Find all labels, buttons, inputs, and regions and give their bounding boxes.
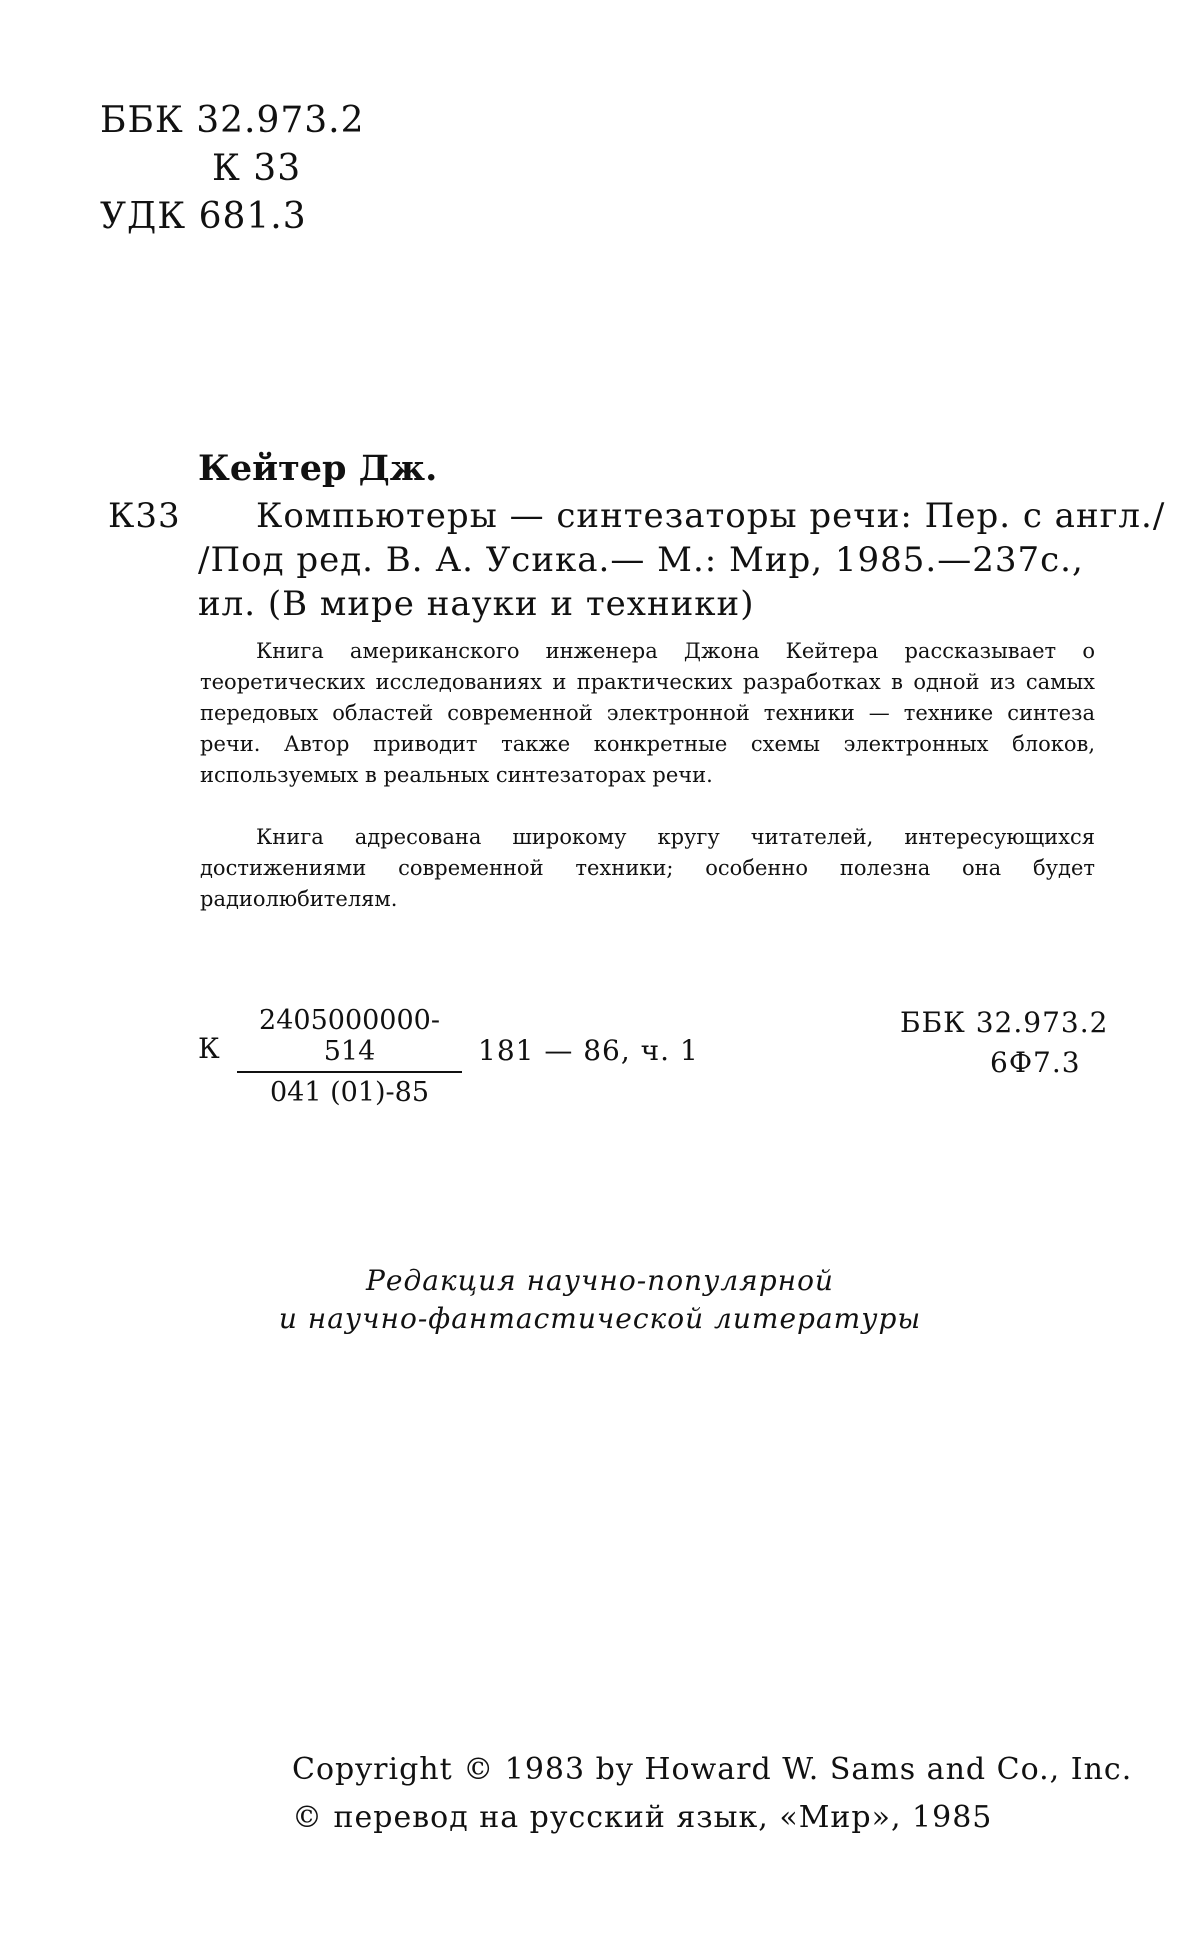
formula-fraction [237,1005,462,1108]
author-mark: К 33 [212,148,302,189]
formula-code: 6Ф7.3 [990,1046,1081,1079]
bbk-code: ББК 32.973.2 [100,100,365,141]
formula-numerator: 2405000000-514 [237,1005,462,1073]
formula-prefix: К [198,1032,221,1065]
catalog-mark: К33 [108,496,181,536]
copyright-translation: © перевод на русский язык, «Мир», 1985 [292,1800,993,1835]
bib-line-1: Компьютеры — синтезаторы речи: Пер. с англ./ [256,496,1166,536]
udk-code: УДК 681.3 [100,196,307,237]
annotation-paragraph-2: Книга адресована широкому кругу читателей, интересующихся достижениями современной техники; особенно полезна она будет радиолюбителям. [200,825,1095,911]
author-heading: Кейтер Дж. [198,448,438,489]
formula-bbk: ББК 32.973.2 [900,1006,1109,1039]
bib-line-2: /Под ред. В. А. Усика.— М.: Мир, 1985.—237с., [198,540,1084,580]
editorial-line-2: и научно-фантастической литературы [278,1302,922,1335]
editorial-line-1: Редакция научно-популярной [366,1264,834,1297]
formula-denominator: 041 (01)-85 [269,1077,430,1108]
bib-line-3: ил. (В мире науки и техники) [198,584,755,624]
copyright-original: Copyright © 1983 by Howard W. Sams and Co., Inc. [292,1752,1133,1787]
annotation-paragraph-1: Книга американского инженера Джона Кейтера рассказывает о теоретических исследованиях и практических разработках в одной из самых передовых областей современной электронной техники — технике синтеза речи. Автор приводит также конкретные схемы электронных блоков, используемых в реальных синтезаторах речи. [200,639,1095,787]
formula-suffix: 181 — 86, ч. 1 [478,1034,699,1067]
